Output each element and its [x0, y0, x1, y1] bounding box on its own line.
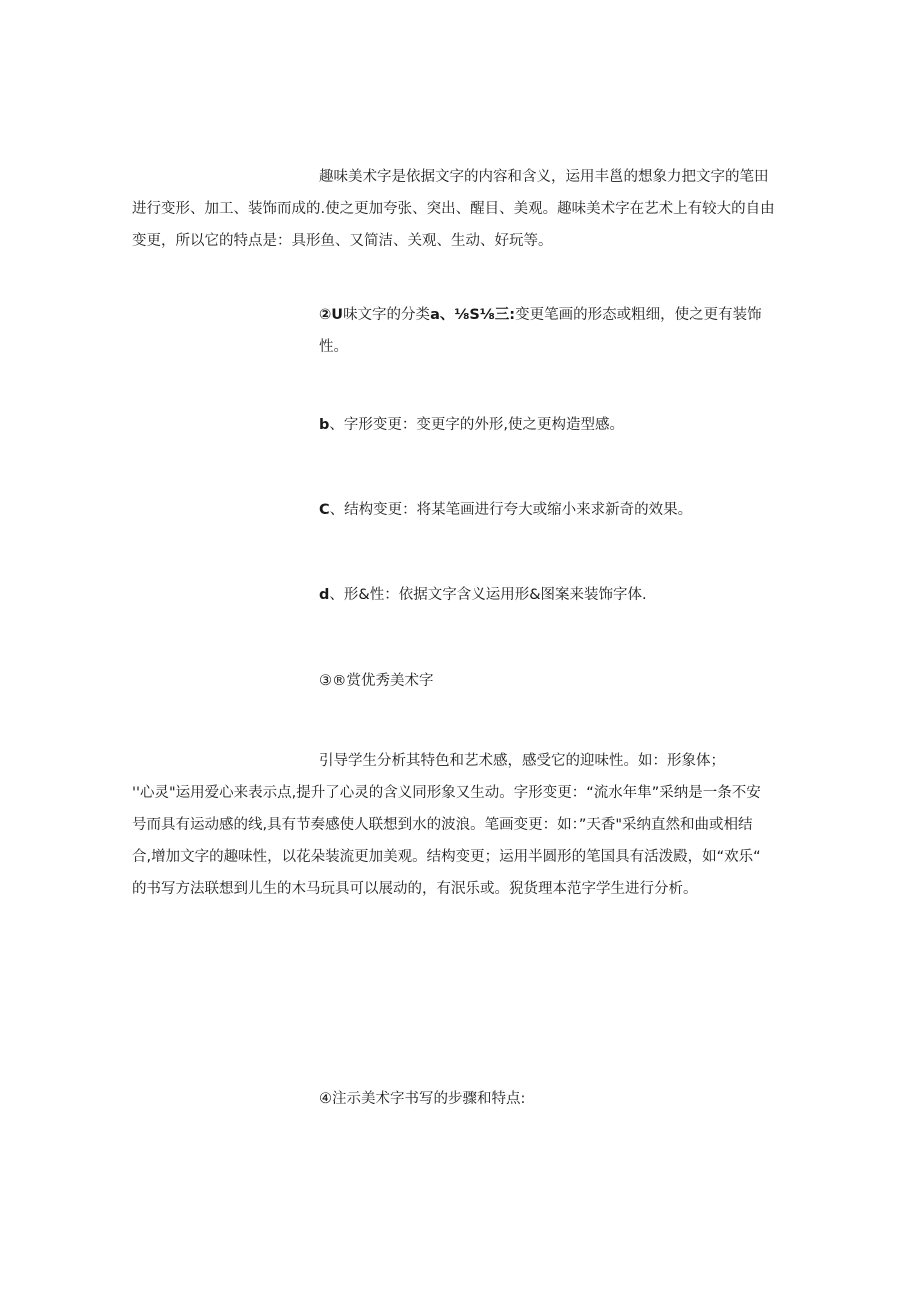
intro-paragraph	[132, 161, 775, 257]
analysis-line-4: 合,增加文字的趣味性，以花朵装流更加美观。结构变更；运用半圆形的笔国具有活泼殿，如“欢乐“	[132, 849, 761, 865]
section-4-text: ④注示美术字书写的步骤和特点:	[319, 1091, 526, 1107]
item-b-marker: b	[319, 417, 330, 433]
item-d	[319, 579, 647, 611]
analysis-line-5: 的书写方法联想到儿生的木马玩具可以展动的，有泯乐或。猊货理本范字学生进行分析。	[132, 881, 698, 897]
section-2-line-1	[319, 299, 762, 331]
intro-line-2: 进行变形、加工、装饰而成的.使之更加夸张、突出、醒目、美观。趣味美术字在艺术上有较大的自由	[132, 201, 775, 217]
section-2-title: 味文字的分类	[343, 307, 431, 323]
intro-line-3: 变更，所以它的特点是：具形鱼、又简洁、关观、生动、好玩等。	[132, 233, 553, 249]
analysis-line-2: ''心灵"运用爱心来表示点,提升了心灵的含义同形象又生动。字形变更：“流水年隼”采纳是一条不安	[132, 785, 761, 801]
item-c	[319, 494, 692, 526]
intro-line-1: 趣味美术字是依据文字的内容和含义，运用丰邕的想象力把文字的笔田	[319, 169, 769, 185]
analysis-paragraph	[132, 745, 761, 905]
section-2-code: a、⅛S⅛三:	[430, 307, 516, 323]
item-b	[319, 409, 624, 441]
item-d-marker: d	[319, 587, 330, 603]
section-3-heading	[319, 665, 434, 697]
section-2-text: 变更笔画的形态或粗细，使之更有装饰	[515, 307, 762, 323]
item-b-text: 、字形变更：变更字的外形,使之更构造型感。	[329, 417, 624, 433]
item-c-marker: C	[319, 502, 330, 518]
analysis-line-1: 引导学生分析其特色和艺术感，感受它的迎味性。如：形象体；	[319, 753, 725, 769]
section-3-text: ③®赏优秀美术字	[319, 673, 434, 689]
section-2-number: ②U	[319, 307, 344, 323]
item-c-text: 、结构变更：将某笔画进行夸大或缩小来求新奇的效果。	[329, 502, 693, 518]
section-2-classification	[319, 299, 762, 363]
section-4-heading	[319, 1083, 525, 1115]
analysis-line-3: 号而具有运动感的线,具有节奏感使人联想到水的波浪。笔画变更：如：”天香"采纳直然和曲或相结	[132, 817, 753, 833]
section-2-line-2: 性。	[319, 339, 348, 355]
item-d-text: 、形&性：依据文字含义运用形&图案来装饰字体.	[329, 587, 647, 603]
